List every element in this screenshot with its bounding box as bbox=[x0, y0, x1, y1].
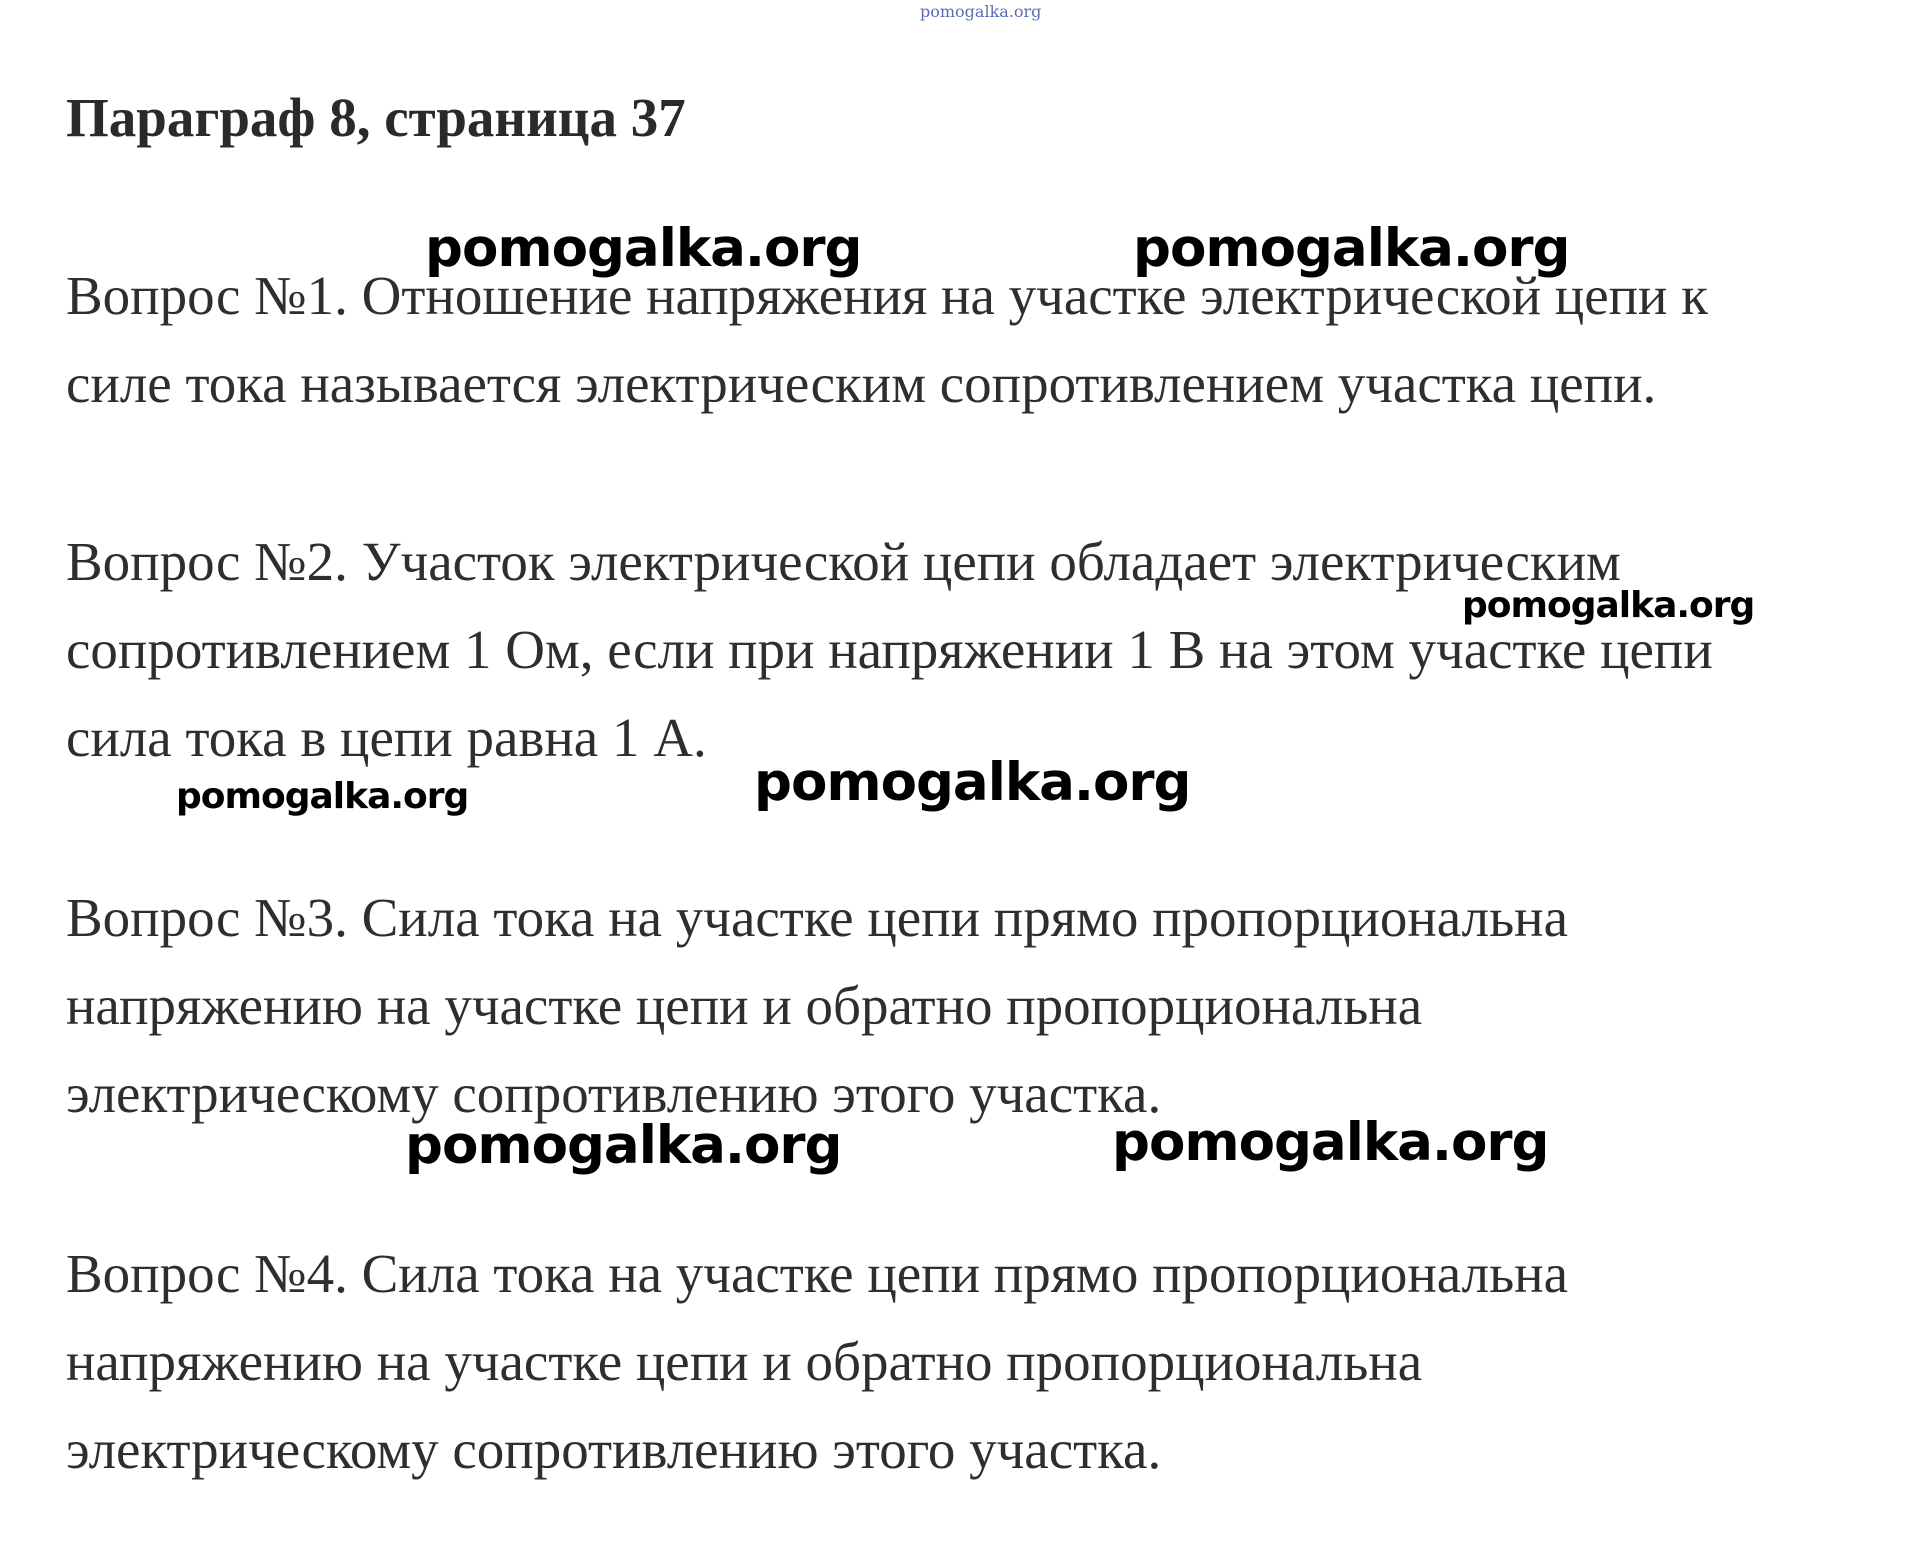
question-line: электрическому сопротивлению этого участка. bbox=[66, 1063, 1162, 1124]
question-line: силе тока называется электрическим сопротивлением участка цепи. bbox=[66, 353, 1657, 414]
page-title: Параграф 8, страница 37 bbox=[66, 87, 686, 148]
question-line: Вопрос №4. Сила тока на участке цепи прямо пропорциональна bbox=[66, 1243, 1569, 1304]
top-watermark: pomogalka.org bbox=[920, 2, 1042, 21]
question-line: Вопрос №2. Участок электрической цепи обладает электрическим bbox=[66, 531, 1621, 592]
watermark: pomogalka.org bbox=[1133, 218, 1570, 279]
watermark: pomogalka.org bbox=[754, 752, 1191, 813]
watermark: pomogalka.org bbox=[176, 776, 469, 817]
question-line: сопротивлением 1 Ом, если при напряжении 1 В на этом участке цепи bbox=[66, 619, 1713, 680]
question-line: электрическому сопротивлению этого участка. bbox=[66, 1419, 1162, 1480]
question-line: Вопрос №1. Отношение напряжения на участке электрической цепи к bbox=[66, 265, 1708, 326]
question-4 bbox=[66, 1230, 1866, 1494]
watermark: pomogalka.org bbox=[405, 1115, 842, 1176]
question-line: сила тока в цепи равна 1 А. bbox=[66, 707, 707, 768]
question-line: Вопрос №3. Сила тока на участке цепи прямо пропорциональна bbox=[66, 887, 1569, 948]
question-1 bbox=[66, 252, 1866, 428]
question-line: напряжению на участке цепи и обратно пропорциональна bbox=[66, 1331, 1423, 1392]
question-2 bbox=[66, 518, 1866, 782]
watermark: pomogalka.org bbox=[1462, 585, 1755, 626]
watermark: pomogalka.org bbox=[425, 218, 862, 279]
question-3 bbox=[66, 874, 1866, 1138]
question-line: напряжению на участке цепи и обратно пропорциональна bbox=[66, 975, 1423, 1036]
watermark: pomogalka.org bbox=[1112, 1112, 1549, 1173]
